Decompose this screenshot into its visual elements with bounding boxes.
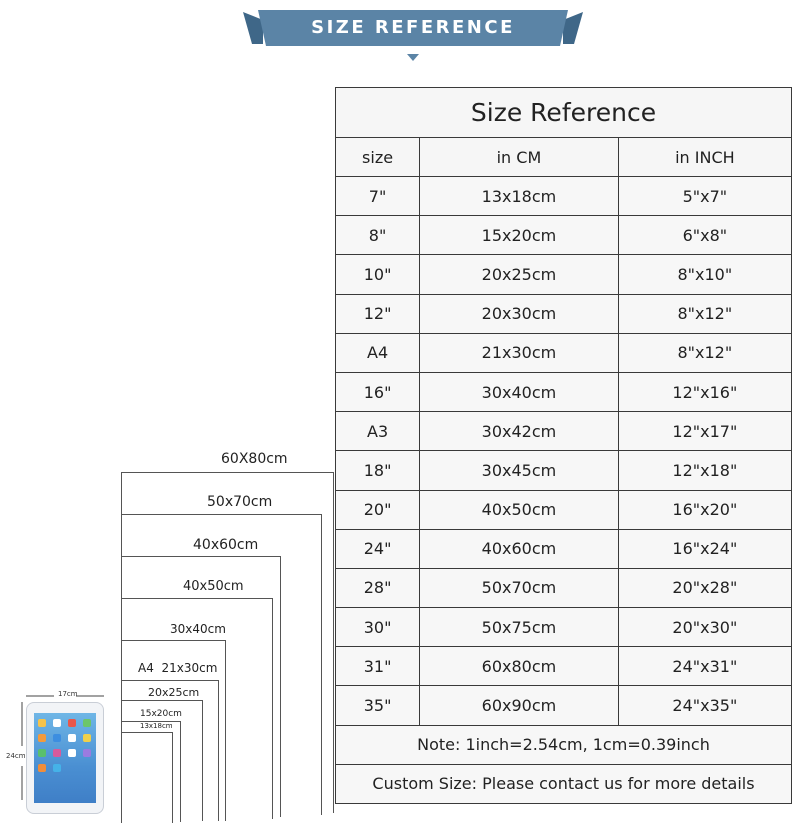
cell-inch: 8"x10" bbox=[618, 255, 791, 294]
cell-inch: 24"x31" bbox=[618, 647, 791, 686]
table-row bbox=[336, 686, 792, 725]
cell-size: 10" bbox=[336, 255, 420, 294]
cell-inch: 12"x17" bbox=[618, 412, 791, 451]
table-row bbox=[336, 647, 792, 686]
cell-size: 7" bbox=[336, 177, 420, 216]
table-row bbox=[336, 216, 792, 255]
app-icon bbox=[38, 719, 46, 727]
size-reference-table bbox=[335, 87, 792, 804]
banner-title: SIZE REFERENCE bbox=[311, 17, 515, 38]
column-header-size: size bbox=[336, 138, 420, 177]
frame-label: A4 21x30cm bbox=[138, 661, 218, 675]
table-row bbox=[336, 294, 792, 333]
cell-size: 12" bbox=[336, 294, 420, 333]
cell-size: 20" bbox=[336, 490, 420, 529]
column-header-cm: in CM bbox=[420, 138, 619, 177]
cell-inch: 20"x30" bbox=[618, 608, 791, 647]
cell-cm: 40x60cm bbox=[420, 529, 619, 568]
app-icon bbox=[53, 764, 61, 772]
frame-label: 60X80cm bbox=[221, 451, 288, 467]
app-icon bbox=[83, 749, 91, 757]
conversion-note: Note: 1inch=2.54cm, 1cm=0.39inch bbox=[336, 725, 792, 764]
app-icon bbox=[68, 734, 76, 742]
cell-cm: 21x30cm bbox=[420, 333, 619, 372]
cell-cm: 15x20cm bbox=[420, 216, 619, 255]
frame-label: 20x25cm bbox=[148, 686, 200, 699]
cell-size: 35" bbox=[336, 686, 420, 725]
cell-inch: 16"x24" bbox=[618, 529, 791, 568]
cell-size: A3 bbox=[336, 412, 420, 451]
cell-cm: 13x18cm bbox=[420, 177, 619, 216]
table-row bbox=[336, 529, 792, 568]
cell-cm: 20x30cm bbox=[420, 294, 619, 333]
table-title: Size Reference bbox=[336, 88, 792, 138]
cell-size: 31" bbox=[336, 647, 420, 686]
app-icon bbox=[53, 719, 61, 727]
cell-cm: 30x40cm bbox=[420, 372, 619, 411]
cell-cm: 20x25cm bbox=[420, 255, 619, 294]
app-icon bbox=[83, 734, 91, 742]
table-row bbox=[336, 372, 792, 411]
custom-size-note: Custom Size: Please contact us for more details bbox=[336, 764, 792, 803]
table-row bbox=[336, 177, 792, 216]
tablet-width-label: 17cm bbox=[58, 690, 78, 698]
table-row bbox=[336, 490, 792, 529]
table-row bbox=[336, 412, 792, 451]
cell-size: 28" bbox=[336, 568, 420, 607]
app-icon bbox=[53, 734, 61, 742]
cell-inch: 12"x18" bbox=[618, 451, 791, 490]
frame-label: 40x50cm bbox=[183, 579, 244, 594]
app-icon bbox=[38, 764, 46, 772]
cell-inch: 24"x35" bbox=[618, 686, 791, 725]
cell-inch: 8"x12" bbox=[618, 294, 791, 333]
cell-inch: 6"x8" bbox=[618, 216, 791, 255]
cell-cm: 60x90cm bbox=[420, 686, 619, 725]
cell-cm: 50x75cm bbox=[420, 608, 619, 647]
cell-inch: 8"x12" bbox=[618, 333, 791, 372]
app-icon bbox=[83, 719, 91, 727]
tablet-height-label: 24cm bbox=[6, 752, 26, 760]
cell-cm: 60x80cm bbox=[420, 647, 619, 686]
cell-size: 18" bbox=[336, 451, 420, 490]
table-row bbox=[336, 608, 792, 647]
cell-cm: 30x42cm bbox=[420, 412, 619, 451]
table-row bbox=[336, 568, 792, 607]
cell-size: 16" bbox=[336, 372, 420, 411]
cell-size: 8" bbox=[336, 216, 420, 255]
frame-label: 40x60cm bbox=[193, 537, 259, 553]
cell-size: 24" bbox=[336, 529, 420, 568]
cell-cm: 30x45cm bbox=[420, 451, 619, 490]
table-row bbox=[336, 451, 792, 490]
table-row bbox=[336, 255, 792, 294]
chevron-down-icon bbox=[407, 54, 419, 61]
app-icon bbox=[68, 719, 76, 727]
cell-size: 30" bbox=[336, 608, 420, 647]
height-dimension-line bbox=[20, 702, 24, 800]
frame-outline bbox=[121, 732, 173, 823]
cell-inch: 20"x28" bbox=[618, 568, 791, 607]
cell-size: A4 bbox=[336, 333, 420, 372]
app-icon bbox=[53, 749, 61, 757]
tablet-illustration bbox=[26, 702, 104, 814]
cell-cm: 50x70cm bbox=[420, 568, 619, 607]
frame-label: 50x70cm bbox=[207, 494, 273, 510]
cell-inch: 12"x16" bbox=[618, 372, 791, 411]
frame-label: 30x40cm bbox=[170, 622, 226, 636]
cell-inch: 16"x20" bbox=[618, 490, 791, 529]
tablet-screen bbox=[34, 713, 96, 803]
app-icon bbox=[68, 749, 76, 757]
column-header-inch: in INCH bbox=[618, 138, 791, 177]
frame-label: 15x20cm bbox=[140, 709, 182, 719]
cell-cm: 40x50cm bbox=[420, 490, 619, 529]
app-icon bbox=[38, 749, 46, 757]
app-icon bbox=[38, 734, 46, 742]
cell-inch: 5"x7" bbox=[618, 177, 791, 216]
table-row bbox=[336, 333, 792, 372]
width-dimension-line bbox=[26, 693, 104, 699]
frame-label: 13x18cm bbox=[140, 722, 173, 730]
